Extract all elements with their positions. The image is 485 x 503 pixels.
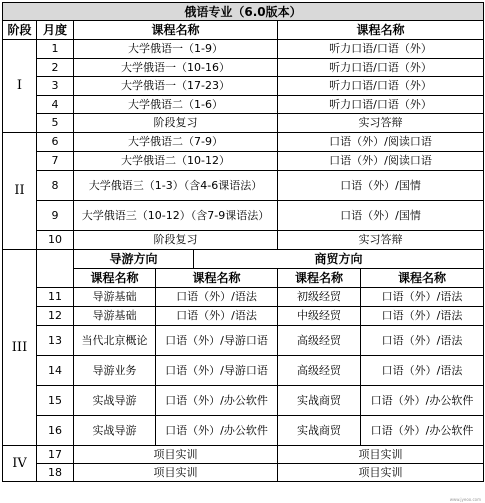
month-cell: 6 bbox=[37, 133, 74, 152]
course-cell: 口语（外）/办公软件 bbox=[361, 386, 484, 416]
stage-label: I bbox=[3, 40, 37, 133]
table-row bbox=[3, 96, 484, 114]
course-cell: 口语（外）/语法 bbox=[156, 288, 278, 307]
header-course: 课程名称 bbox=[74, 21, 278, 40]
course-cell: 阶段复习 bbox=[74, 231, 278, 250]
course-cell: 大学俄语三（10-12）（含7-9课语法） bbox=[74, 201, 278, 231]
subheader-course: 课程名称 bbox=[361, 269, 484, 288]
table-row bbox=[3, 114, 484, 133]
course-cell: 阶段复习 bbox=[74, 114, 278, 133]
month-cell: 1 bbox=[37, 40, 74, 59]
course-cell: 大学俄语一（1-9） bbox=[74, 40, 278, 59]
course-cell: 初级经贸 bbox=[278, 288, 361, 307]
course-cell: 口语（外）/办公软件 bbox=[156, 386, 278, 416]
course-cell: 口语（外）/语法 bbox=[361, 307, 484, 326]
table-row bbox=[3, 356, 484, 386]
stage-label: IV bbox=[3, 446, 37, 482]
header-course-2: 课程名称 bbox=[278, 21, 484, 40]
month-cell: 15 bbox=[37, 386, 74, 416]
course-cell: 大学俄语二（1-6） bbox=[74, 96, 278, 114]
course-cell: 大学俄语二（7-9） bbox=[74, 133, 278, 152]
course-cell: 实战商贸 bbox=[278, 386, 361, 416]
course-cell: 听力口语/口语（外） bbox=[278, 40, 484, 59]
table-row bbox=[3, 288, 484, 307]
month-cell: 8 bbox=[37, 171, 74, 201]
table-row bbox=[3, 152, 484, 171]
course-cell: 项目实训 bbox=[278, 446, 484, 464]
table-row bbox=[3, 133, 484, 152]
table-row bbox=[3, 40, 484, 59]
course-cell: 口语（外）/导游口语 bbox=[156, 326, 278, 356]
course-cell: 口语（外）/语法 bbox=[361, 288, 484, 307]
header-month: 月度 bbox=[37, 21, 74, 40]
table-row bbox=[3, 307, 484, 326]
direction-trade: 商贸方向 bbox=[194, 250, 484, 269]
course-cell: 口语（外）/导游口语 bbox=[156, 356, 278, 386]
course-cell: 口语（外）/阅读口语 bbox=[278, 133, 484, 152]
table-row bbox=[3, 326, 484, 356]
month-cell: 2 bbox=[37, 59, 74, 77]
course-cell: 项目实训 bbox=[74, 464, 278, 482]
month-cell: 11 bbox=[37, 288, 74, 307]
month-cell: 4 bbox=[37, 96, 74, 114]
watermark: www.jyeoo.com bbox=[449, 497, 481, 502]
course-cell: 实习答辩 bbox=[278, 114, 484, 133]
course-cell: 大学俄语一（17-23） bbox=[74, 77, 278, 96]
course-cell: 项目实训 bbox=[278, 464, 484, 482]
month-cell: 3 bbox=[37, 77, 74, 96]
course-cell: 听力口语/口语（外） bbox=[278, 96, 484, 114]
course-cell: 项目实训 bbox=[74, 446, 278, 464]
stage-label: II bbox=[3, 133, 37, 250]
course-cell: 中级经贸 bbox=[278, 307, 361, 326]
month-cell: 16 bbox=[37, 416, 74, 446]
course-cell: 口语（外）/国情 bbox=[278, 201, 484, 231]
course-cell: 口语（外）/阅读口语 bbox=[278, 152, 484, 171]
subheader-course: 课程名称 bbox=[278, 269, 361, 288]
month-cell: 17 bbox=[37, 446, 74, 464]
table-title: 俄语专业（6.0版本） bbox=[3, 3, 484, 21]
course-cell: 导游基础 bbox=[74, 288, 156, 307]
stage-label: III bbox=[3, 250, 37, 446]
course-cell: 高级经贸 bbox=[278, 356, 361, 386]
table-row bbox=[3, 77, 484, 96]
course-cell: 大学俄语二（10-12） bbox=[74, 152, 278, 171]
month-cell: 18 bbox=[37, 464, 74, 482]
course-cell: 口语（外）/语法 bbox=[361, 356, 484, 386]
course-cell: 当代北京概论 bbox=[74, 326, 156, 356]
month-cell: 10 bbox=[37, 231, 74, 250]
course-cell: 实习答辩 bbox=[278, 231, 484, 250]
course-cell: 口语（外）/国情 bbox=[278, 171, 484, 201]
course-cell: 口语（外）/语法 bbox=[156, 307, 278, 326]
course-cell: 实战导游 bbox=[74, 386, 156, 416]
course-cell: 实战商贸 bbox=[278, 416, 361, 446]
course-cell: 口语（外）/办公软件 bbox=[156, 416, 278, 446]
table-row bbox=[3, 59, 484, 77]
month-cell: 9 bbox=[37, 201, 74, 231]
table-row bbox=[3, 201, 484, 231]
month-cell: 5 bbox=[37, 114, 74, 133]
course-cell: 大学俄语三（1-3）（含4-6课语法） bbox=[74, 171, 278, 201]
month-cell: 14 bbox=[37, 356, 74, 386]
table-row bbox=[3, 446, 484, 464]
course-cell: 大学俄语一（10-16） bbox=[74, 59, 278, 77]
course-cell: 口语（外）/办公软件 bbox=[361, 416, 484, 446]
table-row bbox=[3, 416, 484, 446]
table-row bbox=[3, 386, 484, 416]
course-cell: 听力口语/口语（外） bbox=[278, 77, 484, 96]
course-cell: 导游业务 bbox=[74, 356, 156, 386]
direction-tour-guide: 导游方向 bbox=[74, 250, 194, 269]
table-row bbox=[3, 464, 484, 482]
subheader-course: 课程名称 bbox=[74, 269, 156, 288]
course-cell: 听力口语/口语（外） bbox=[278, 59, 484, 77]
header-stage: 阶段 bbox=[3, 21, 37, 40]
course-cell: 口语（外）/语法 bbox=[361, 326, 484, 356]
month-cell: 13 bbox=[37, 326, 74, 356]
month-cell-empty bbox=[37, 250, 74, 288]
course-cell: 导游基础 bbox=[74, 307, 156, 326]
course-cell: 实战导游 bbox=[74, 416, 156, 446]
table-row bbox=[3, 171, 484, 201]
subheader-course: 课程名称 bbox=[156, 269, 278, 288]
curriculum-table bbox=[2, 2, 484, 482]
month-cell: 12 bbox=[37, 307, 74, 326]
month-cell: 7 bbox=[37, 152, 74, 171]
table-row bbox=[3, 231, 484, 250]
course-cell: 高级经贸 bbox=[278, 326, 361, 356]
